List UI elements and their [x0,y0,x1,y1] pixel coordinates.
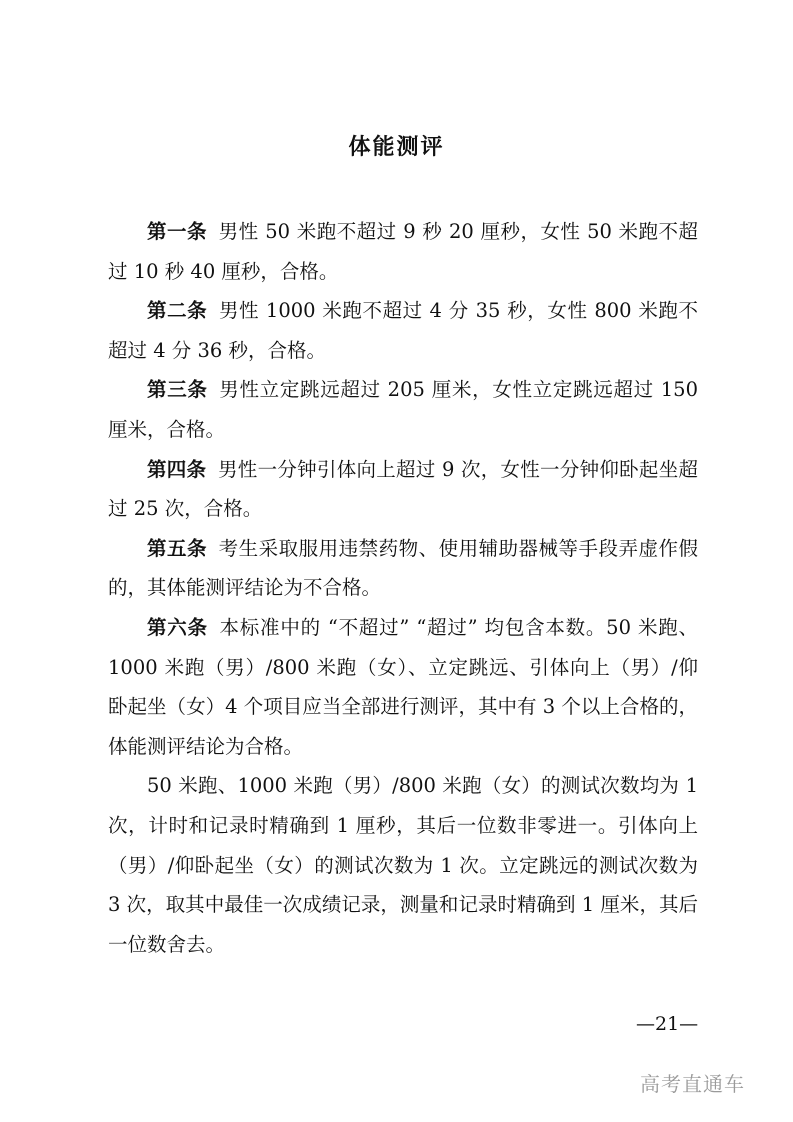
article-label: 第五条 [147,536,207,560]
article-2 [108,291,698,370]
article-text: 男性一分钟引体向上超过 9 次，女性一分钟仰卧起坐超过 25 次，合格。 [108,457,698,521]
document-title: 体能测评 [348,135,445,160]
article-text: 男性 1000 米跑不超过 4 分 35 秒，女性 800 米跑不超过 4 分 36 秒，合格。 [108,299,698,362]
document-body [108,212,698,964]
article-text: 男性立定跳远超过 205 厘米，女性立定跳远超过 150 厘米，合格。 [108,378,698,441]
paragraph-testing-rules [108,766,698,964]
article-label: 第六条 [147,615,208,639]
article-text: 男性 50 米跑不超过 9 秒 20 厘秒，女性 50 米跑不超过 10 秒 40 厘秒，合格。 [108,220,698,283]
article-6 [108,608,698,766]
page-number: —21— [636,1013,699,1035]
article-label: 第一条 [147,220,207,243]
article-label: 第二条 [147,299,208,323]
article-3 [108,370,698,449]
article-1 [108,212,698,291]
watermark: 高考直通车 [640,1072,745,1096]
article-text: 本标准中的 “不超过” “超过” 均包含本数。50 米跑、1000 米跑（男）/800 米跑（女）、立定跳远、引体向上（男）/仰卧起坐（女）4 个项目应当全部进行测评，其中有 3 个以上合格的，体能测评结论为合格。 [108,615,698,758]
paragraph-text: 50 米跑、1000 米跑（男）/800 米跑（女）的测试次数均为 1 次，计时和记录时精确到 1 厘秒，其后一位数非零进一。引体向上（男）/仰卧起坐（女）的测试次数为 1 次。立定跳远的测试次数为 3 次，取其中最佳一次成绩记录，测量和记录时精确到 1 厘米，其后一位数舍去。 [108,774,698,956]
article-label: 第四条 [147,457,207,481]
article-text: 考生采取服用违禁药物、使用辅助器械等手段弄虚作假的，其体能测评结论为不合格。 [108,536,698,600]
article-5 [108,529,698,608]
article-4 [108,450,698,529]
article-label: 第三条 [147,378,208,402]
